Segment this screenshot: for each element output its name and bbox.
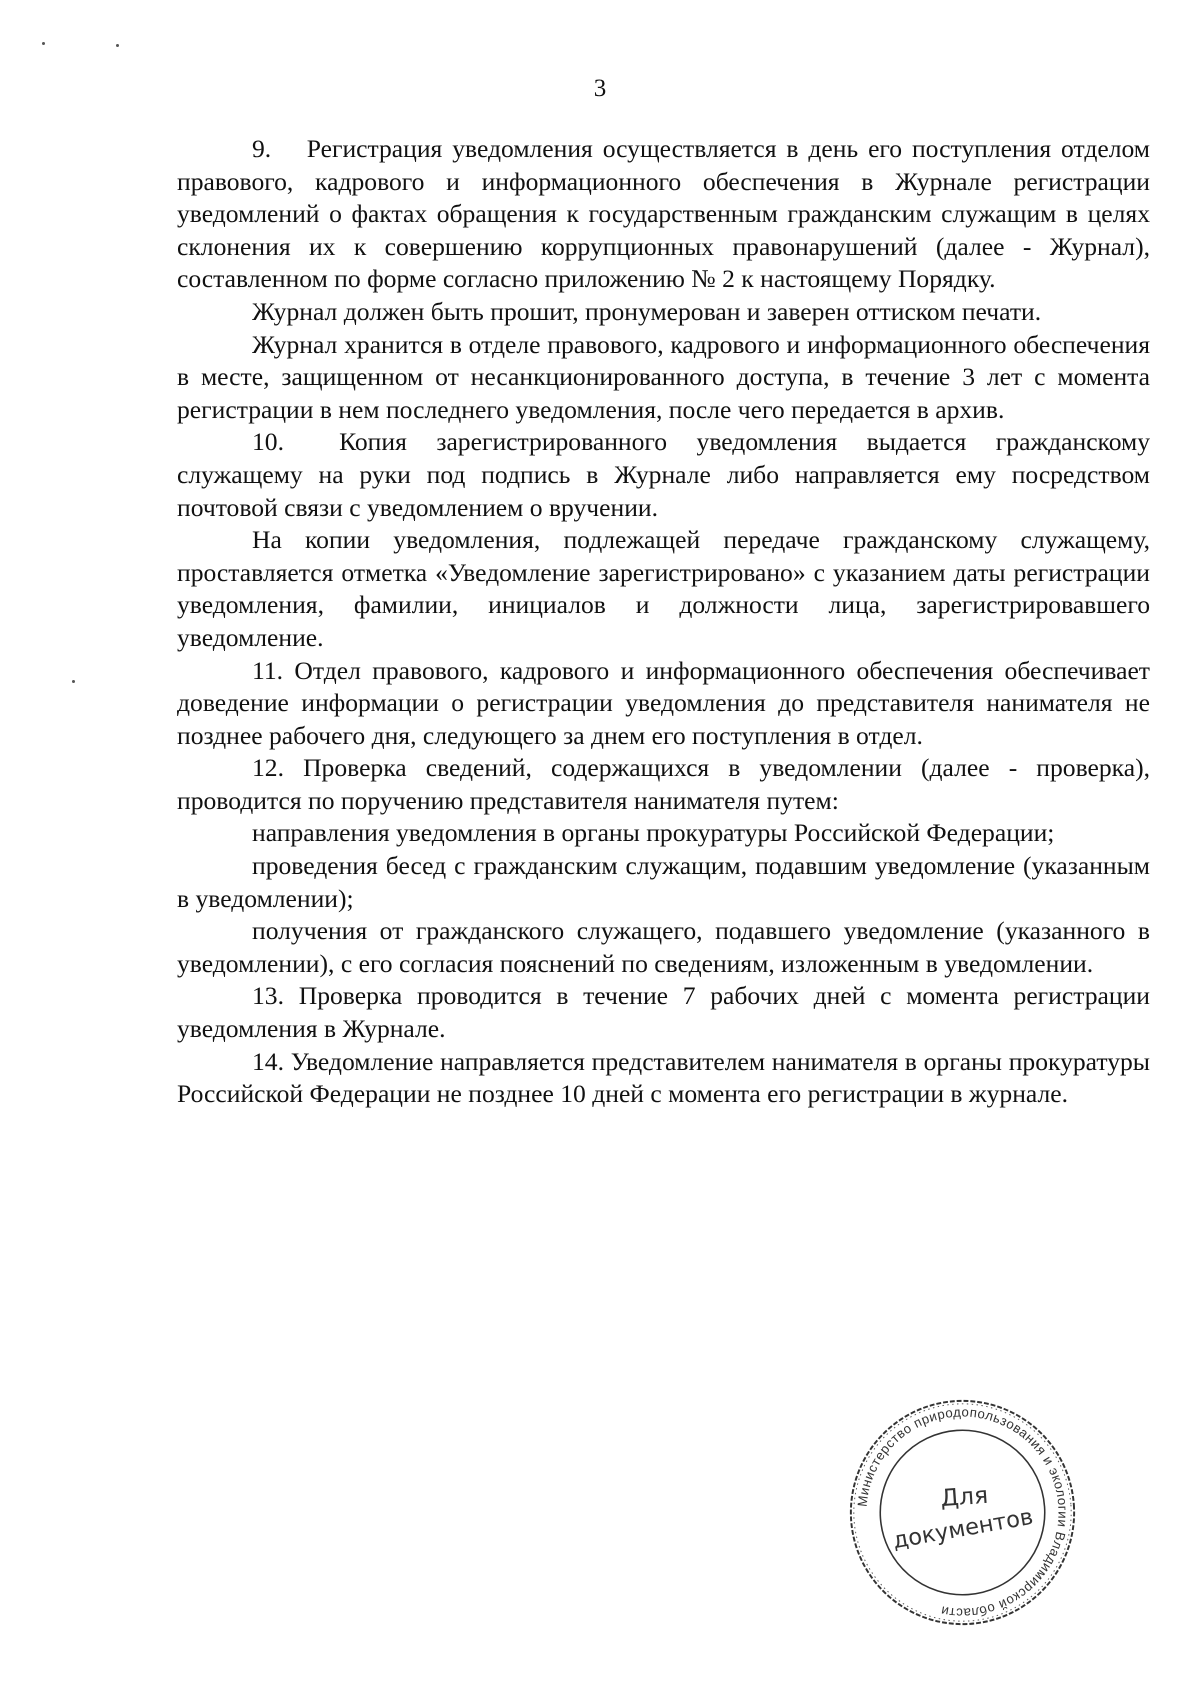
list-item-explanations: получения от гражданского служащего, подавшего уведомление (указанного в уведомлении), с его согласия пояснений по сведениям, изложенным в уведомлении.	[177, 916, 1150, 978]
paragraph-10: 10. Копия зарегистрированного уведомления выдается гражданскому служащему на руки под подпись в Журнале либо направляется ему посредством почтовой связи с уведомлением о вручении.	[177, 427, 1150, 522]
stamp-outer-dots	[846, 1396, 1078, 1628]
page-number: 3	[593, 75, 607, 102]
list-item-conversations: проведения бесед с гражданским служащим, подавшим уведомление (указанным в уведомлении);	[177, 851, 1150, 913]
paragraph-11: 11. Отдел правового, кадрового и информационного обеспечения обеспечивает доведение информации о регистрации уведомления до представителя нанимателя не позднее рабочего дня, следующего за днем его поступления в отдел.	[177, 655, 1150, 750]
paragraph-13: 13. Проверка проводится в течение 7 рабочих дней с момента регистрации уведомления в Журнале.	[177, 981, 1150, 1044]
stamp-center-line-1: Для	[939, 1480, 990, 1513]
paragraph-9: 9. Регистрация уведомления осуществляется в день его поступления отделом правового, кадрового и информационного обеспечения в Журнале регистрации уведомлений о фактах обращения к государственным гражданским служащим в целях склонения их к совершению коррупционных правонарушений (далее - Журнал), составленном по форме согласно приложению № 2 к настоящему Порядку.	[177, 134, 1150, 294]
scan-speck	[116, 44, 119, 47]
stamp-center-line-2: документов	[890, 1503, 1036, 1555]
paragraph-12: 12. Проверка сведений, содержащихся в уведомлении (далее - проверка), проводится по поручению представителя нанимателя путем:	[177, 753, 1150, 815]
document-body	[177, 133, 1150, 1111]
paragraph-journal-storage: Журнал хранится в отделе правового, кадрового и информационного обеспечения в месте, защищенном от несанкционированного доступа, в течение 3 лет с момента регистрации в нем последнего уведомления, после чего передается в архив.	[177, 329, 1150, 424]
paragraph-14: 14. Уведомление направляется представителем нанимателя в органы прокуратуры Российской Федерации не позднее 10 дней с момента его регистрации в журнале.	[177, 1046, 1150, 1109]
scan-speck	[42, 42, 45, 45]
paragraph-copy-mark: На копии уведомления, подлежащей передаче гражданскому служащему, проставляется отметка «Уведомление зарегистрировано» с указанием даты регистрации уведомления, фамилии, инициалов и должности лица, зарегистрировавшего уведомление.	[177, 525, 1150, 652]
stamp-outer-ring	[843, 1393, 1081, 1631]
official-stamp	[837, 1387, 1088, 1638]
scan-speck	[72, 680, 75, 683]
list-item-prosecutor: направления уведомления в органы прокуратуры Российской Федерации;	[252, 818, 1055, 848]
stamp-ring-text: Министерство природопользования и экологии Владимирской области	[854, 1404, 1071, 1621]
paragraph-journal-binding: Журнал должен быть прошит, пронумерован и заверен оттиском печати.	[252, 296, 1042, 326]
